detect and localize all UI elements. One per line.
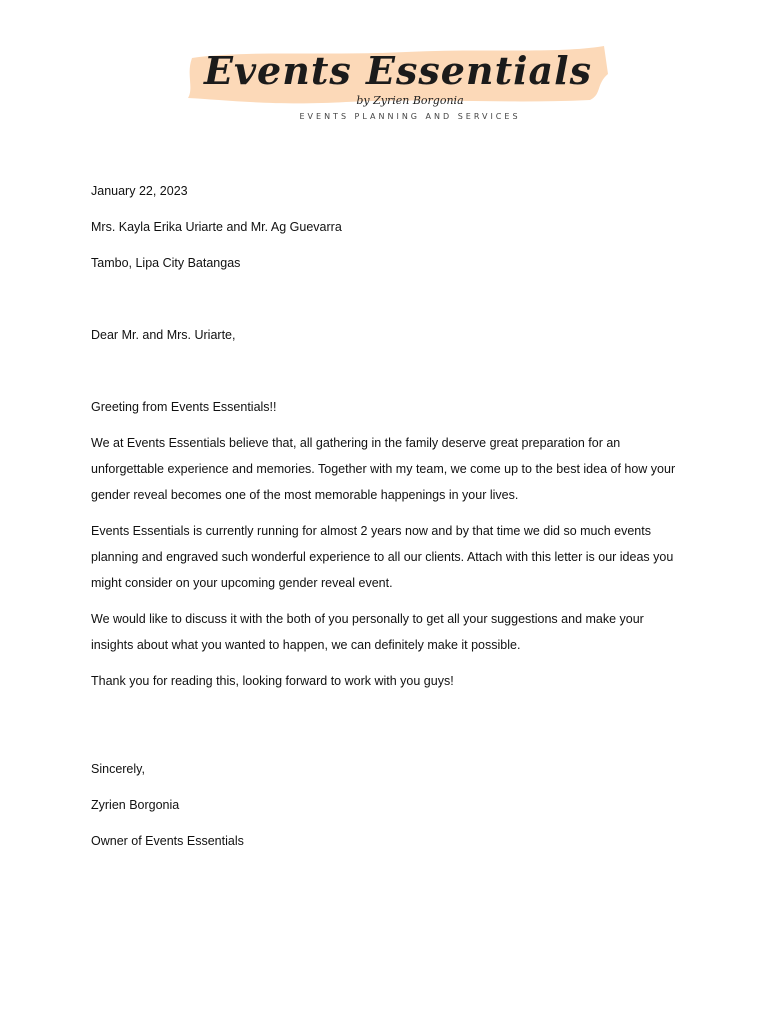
salutation: Dear Mr. and Mrs. Uriarte, bbox=[91, 328, 236, 342]
body-paragraph: We at Events Essentials believe that, all gathering in the family deserve great preparation for an unforgettable experience and memories. Together with my team, we come up to the best idea of how your gender reveal becomes one of the most memorable happenings in your lives. bbox=[91, 436, 676, 502]
body-paragraph: We would like to discuss it with the both of you personally to get all your suggestions and make your insights about what you wanted to happen, we can definitely make it possible. bbox=[91, 612, 644, 652]
brand-logo-title: Events Essentials bbox=[203, 48, 593, 93]
thanks-line: Thank you for reading this, looking forward to work with you guys! bbox=[91, 674, 454, 688]
recipient-address: Tambo, Lipa City Batangas bbox=[91, 256, 241, 270]
letterhead bbox=[0, 0, 768, 140]
body-paragraph: Events Essentials is currently running for almost 2 years now and by that time we did so much events planning and engraved such wonderful experience to all our clients. Attach with this letter is our ideas you might consider on your upcoming gender reveal event. bbox=[91, 524, 674, 590]
signer-name: Zyrien Borgonia bbox=[91, 798, 180, 812]
brand-byline: by Zyrien Borgonia bbox=[356, 94, 464, 107]
letter-body bbox=[91, 178, 681, 854]
recipient-name: Mrs. Kayla Erika Uriarte and Mr. Ag Guevarra bbox=[91, 220, 342, 234]
letter-date: January 22, 2023 bbox=[91, 184, 188, 198]
signer-title: Owner of Events Essentials bbox=[91, 834, 244, 848]
greeting: Greeting from Events Essentials!! bbox=[91, 400, 277, 414]
brand-tagline: EVENTS PLANNING AND SERVICES bbox=[299, 112, 521, 121]
closing: Sincerely, bbox=[91, 762, 145, 776]
